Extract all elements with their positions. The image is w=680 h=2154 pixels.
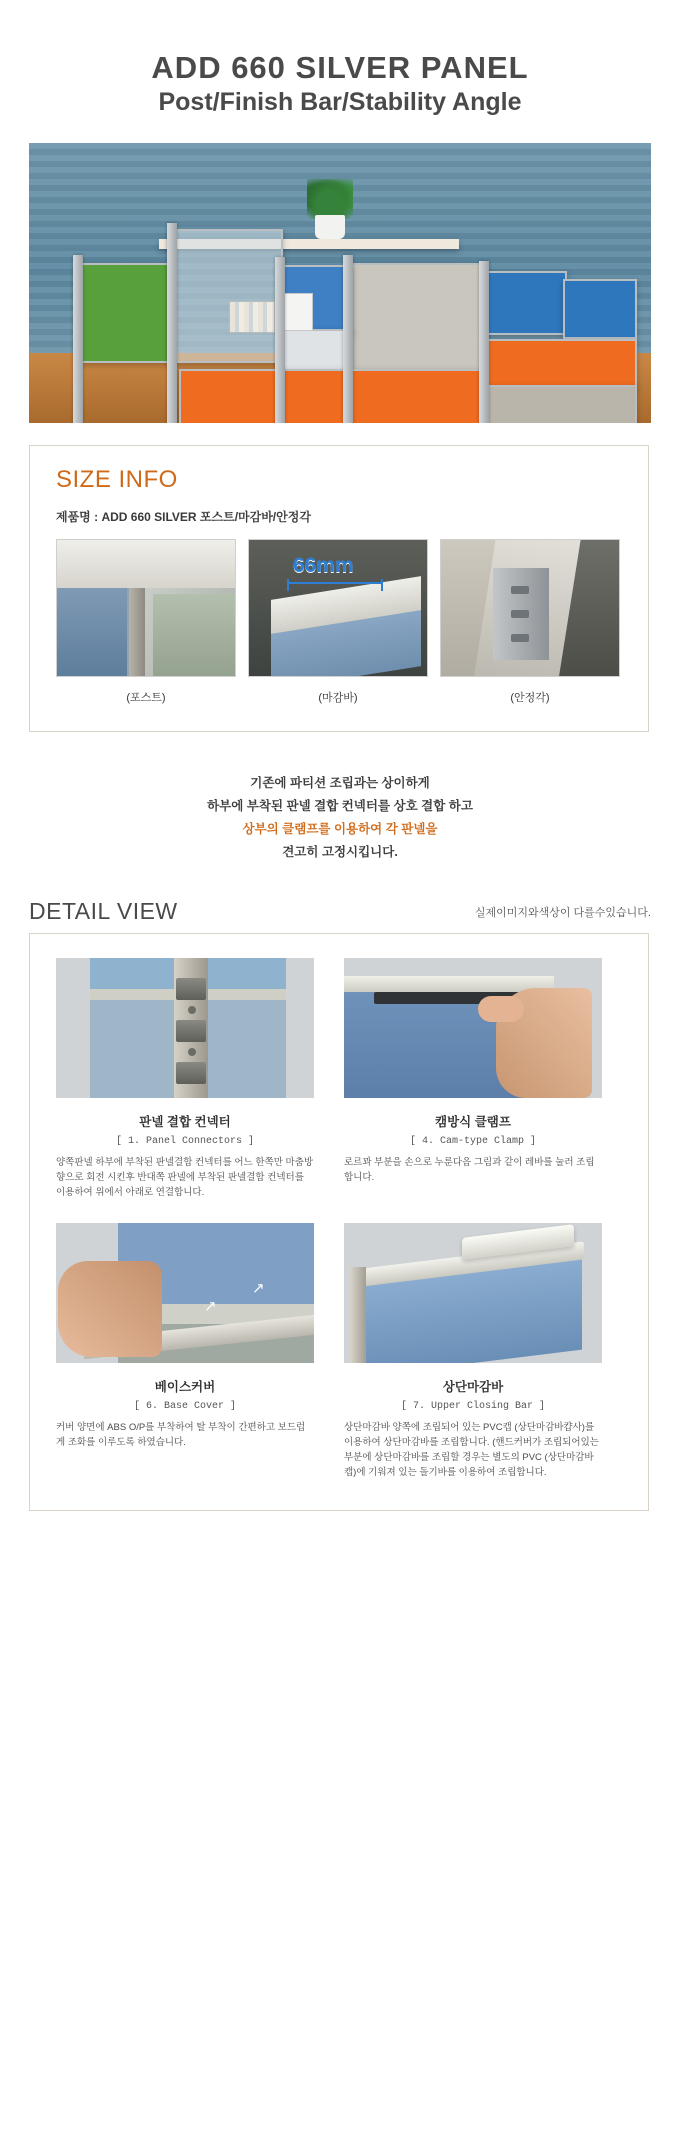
base-cover-hand: [58, 1261, 162, 1357]
thumbnail-stability-angle: [440, 539, 620, 705]
upper-closing-bar-post: [350, 1267, 366, 1363]
post-photo-blue-face: [57, 588, 127, 677]
assembly-description-line-3: 상부의 클램프를 이용하여 각 판넬을: [242, 821, 438, 836]
size-info-card: [29, 445, 649, 732]
detail-cell-title: 판넬 결합 컨넥터: [139, 1115, 231, 1130]
hero-post-2: [167, 223, 177, 423]
base-cover-arrow-icon-1: ↗: [204, 1297, 217, 1315]
hero-photo-office-partitions: [29, 143, 651, 423]
page-title: [0, 0, 680, 117]
hero-panel-gray-right: [483, 385, 637, 423]
detail-cell-cam-clamp: [344, 958, 602, 1201]
detail-cell-panel-connector: [56, 958, 314, 1201]
size-info-thumbnails: [56, 539, 622, 705]
hero-panel-blue-3: [563, 279, 637, 339]
title-main: ADD 660 SILVER PANEL: [151, 50, 529, 85]
detail-cell-base-cover: [56, 1223, 314, 1481]
detail-cell-subtitle: [ 4. Cam-type Clamp ]: [409, 1136, 537, 1148]
panel-connector-screw-1: [188, 1006, 196, 1014]
thumbnail-post: [56, 539, 236, 705]
post-photo: [56, 539, 236, 677]
hero-panel-white-1: [279, 329, 353, 373]
hero-post-4: [343, 255, 353, 423]
thumbnail-post-caption: (포스트): [126, 691, 166, 704]
hero-plant-pot: [315, 215, 345, 239]
detail-view-heading: DETAIL VIEW: [29, 898, 178, 925]
panel-connector-part-1: [176, 978, 206, 1000]
detail-view-box: [29, 933, 649, 1511]
assembly-description-line-1: 기존에 파티션 조립과는 상이하게: [250, 775, 430, 790]
stability-angle-photo: [440, 539, 620, 677]
detail-cell-upper-closing-bar: [344, 1223, 602, 1481]
panel-connector-part-2: [176, 1020, 206, 1042]
hero-post-3: [275, 257, 285, 423]
hero-panel-blue-2: [483, 271, 567, 335]
hero-books: [229, 301, 275, 333]
size-info-heading: SIZE INFO: [56, 465, 178, 493]
base-cover-arrow-icon-2: ↗: [252, 1279, 265, 1297]
base-cover-photo: [56, 1223, 314, 1363]
thumbnail-finish-bar-caption: (마감바): [318, 691, 358, 704]
title-sub: Post/Finish Bar/Stability Angle: [158, 87, 522, 116]
detail-view-grid: [56, 958, 622, 1480]
hero-panel-orange-2: [483, 339, 637, 389]
dimension-label: 66mm: [293, 553, 354, 577]
hero-panel-orange-main: [179, 369, 483, 423]
assembly-description-line-2: 하부에 부착된 판넬 결합 컨넥터를 상호 결합 하고: [207, 798, 473, 813]
finish-bar-photo: [248, 539, 428, 677]
dimension-arrow: [287, 582, 383, 594]
product-name: 제품명 : ADD 660 SILVER 포스트/마감바/안정각: [56, 509, 311, 524]
hero-panel-green: [77, 263, 173, 363]
assembly-description-line-4: 견고히 고정시킵니다.: [282, 844, 398, 859]
panel-connector-left-panel: [90, 958, 176, 1098]
hero-plant-leaves: [307, 179, 353, 219]
cam-clamp-photo: [344, 958, 602, 1098]
detail-cell-subtitle: [ 1. Panel Connectors ]: [115, 1136, 255, 1148]
detail-cell-title: 캠방식 클램프: [435, 1115, 511, 1130]
stability-angle-bolt-2: [511, 610, 529, 618]
detail-cell-description: 양쪽판넬 하부에 부착된 판넬결합 컨넥터를 어느 한쪽만 마춤방향으로 회전 시킨후 반대쪽 판넬에 부착된 판넬결합 컨넥터를 이용하여 위에서 아래로 연결합니다.: [56, 1157, 314, 1199]
detail-cell-title: 상단마감바: [442, 1379, 504, 1394]
panel-connector-screw-2: [188, 1048, 196, 1056]
detail-cell-title: 베이스커버: [154, 1379, 216, 1394]
assembly-description: [0, 772, 680, 865]
detail-view-note: 실제이미지와색상이 다를수있습니다.: [474, 907, 651, 920]
hero-panel-glass: [169, 229, 283, 363]
stability-angle-bolt-1: [511, 586, 529, 594]
hero-post-1: [73, 255, 83, 423]
panel-connector-photo: [56, 958, 314, 1098]
thumbnail-finish-bar: [248, 539, 428, 705]
hero-post-5: [479, 261, 489, 423]
post-photo-gray-face: [153, 594, 236, 677]
panel-connector-part-3: [176, 1062, 206, 1084]
detail-cell-description: 커버 양면에 ABS O/P를 부착하여 탈 부착이 간편하고 보드럽게 조화를 이루도록 하였습니다.: [56, 1421, 306, 1448]
post-photo-top-edge: [57, 540, 236, 588]
detail-cell-subtitle: [ 6. Base Cover ]: [133, 1400, 237, 1412]
detail-view-header: [29, 898, 651, 925]
cam-clamp-finger: [478, 996, 524, 1022]
detail-cell-subtitle: [ 7. Upper Closing Bar ]: [400, 1400, 546, 1412]
thumbnail-stability-angle-caption: (안정각): [510, 691, 550, 704]
panel-connector-right-panel: [206, 958, 286, 1098]
upper-closing-bar-photo: [344, 1223, 602, 1363]
stability-angle-bolt-3: [511, 634, 529, 642]
hero-magazine: [281, 293, 313, 331]
detail-cell-description: 상단마감바 양쪽에 조립되어 있는 PVC캡 (상단마감바캽사)를 이용하여 상단마감바를 조립합니다. (핸드커버가 조립되어있는 부분에 상단마감바를 조립할 경우는 별도의 PVC (상단마감바캡)에 기워져 있는 돌기바를 이용하여 조립합니다.: [344, 1421, 599, 1479]
detail-cell-description: 로르꽈 부분을 손으로 누룬다음 그림과 같이 레바를 눌러 조립합니다.: [344, 1157, 595, 1184]
